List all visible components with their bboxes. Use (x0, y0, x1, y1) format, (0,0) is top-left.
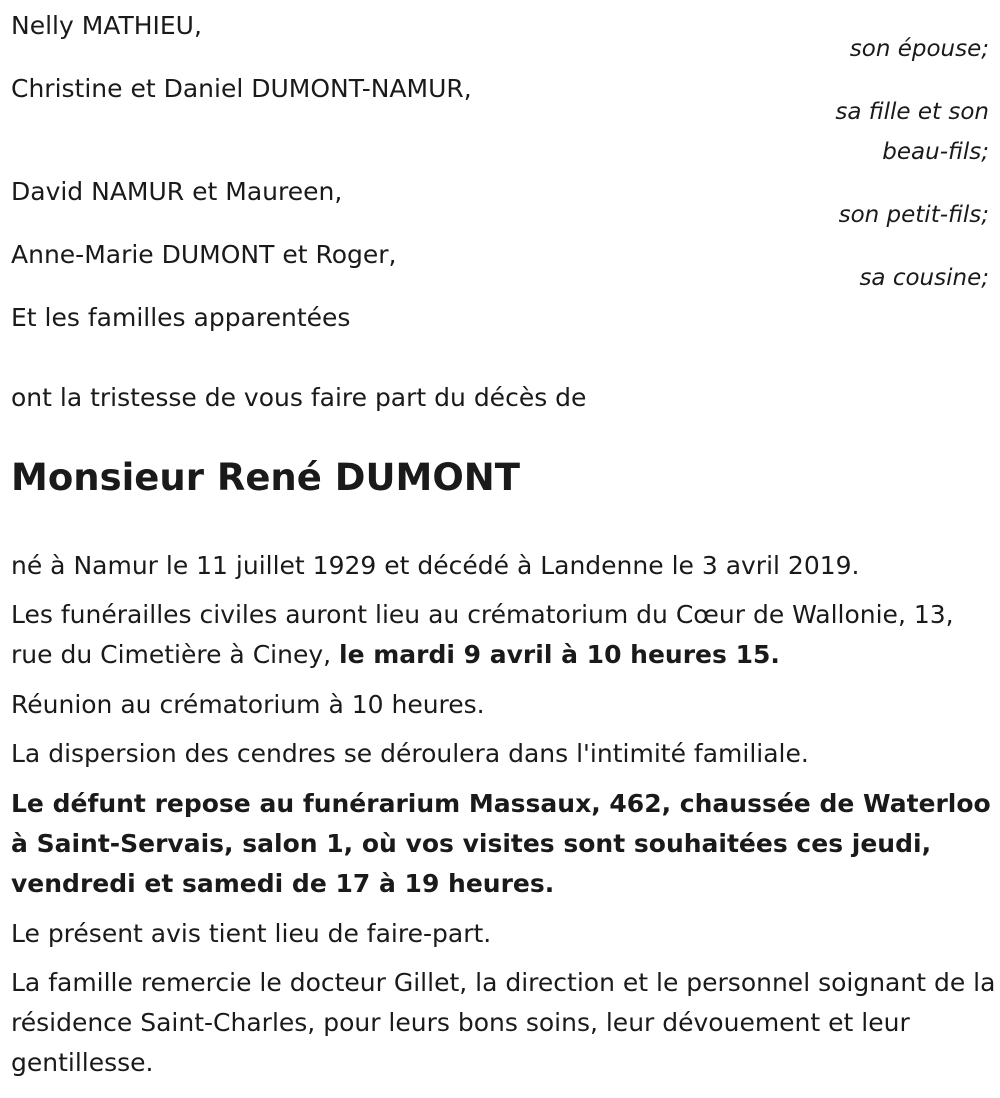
family-member-relation: sa fille et son beau-fils; (835, 99, 989, 165)
deceased-name: Monsieur René DUMONT (11, 456, 520, 499)
family-member-name: Christine et Daniel DUMONT-NAMUR, (11, 74, 472, 103)
dispersion-info: La dispersion des cendres se déroulera dans l'intimité familiale. (11, 739, 809, 768)
family-closing: Et les familles apparentées (11, 303, 351, 332)
funeral-info (11, 595, 996, 675)
notice-info: Le présent avis tient lieu de faire-part. (11, 919, 492, 948)
repose-info: Le défunt repose au funérarium Massaux, 462, chaussée de Waterloo à Saint-Servais, salon 1, où vos visites sont souhaitées ces jeudi, vendredi et samedi de 17 à 19 heures. (11, 789, 991, 898)
birth-death-info: né à Namur le 11 juillet 1929 et décédé à Landenne le 3 avril 2019. (11, 551, 860, 580)
family-member-relation: son petit-fils; (838, 202, 989, 228)
family-member-name: David NAMUR et Maureen, (11, 177, 343, 206)
announcement-intro: ont la tristesse de vous faire part du décès de (11, 383, 587, 412)
funeral-text: Les funérailles civiles auront lieu au crématorium du Cœur de Wallonie, 13, rue du Cimetière à Ciney, (11, 600, 954, 669)
family-member-relation: sa cousine; (859, 265, 989, 291)
family-member-name: Anne-Marie DUMONT et Roger, (11, 240, 397, 269)
funeral-date: le mardi 9 avril à 10 heures 15. (339, 640, 780, 669)
family-member-relation: son épouse; (849, 36, 989, 62)
thanks-info: La famille remercie le docteur Gillet, la direction et le personnel soignant de la résidence Saint-Charles, pour leurs bons soins, leur dévouement et leur gentillesse. (11, 968, 996, 1077)
meeting-info: Réunion au crématorium à 10 heures. (11, 690, 485, 719)
family-member-name: Nelly MATHIEU, (11, 11, 202, 40)
